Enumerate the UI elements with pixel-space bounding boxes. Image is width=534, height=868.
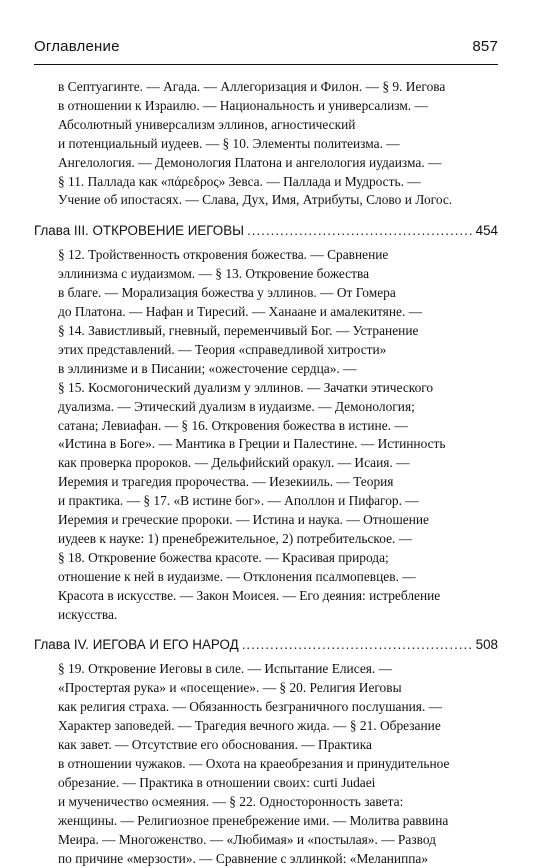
text-line: как проверка пророков. — Дельфийский оракул. — Исаия. — — [58, 455, 410, 471]
text-line: в благе. — Морализация божества у эллинов. — От Гомера — [58, 285, 396, 301]
text-line: Учение об ипостасях. — Слава, Дух, Имя, Атрибуты, Слово и Логос. — [58, 192, 453, 208]
page-number: 857 — [472, 38, 498, 55]
text-line: сатана; Левиафан. — § 16. Откровения божества в истине. — — [58, 417, 408, 433]
text-line: § 11. Паллада как «πάρεδρος» Зевса. — Паллада и Мудрость. — — [58, 173, 421, 189]
text-line: по причине «мерзости». — Сравнение с эллинкой: «Меланиппа» — [58, 850, 429, 866]
text-line: § 18. Откровение божества красоте. — Красивая природа; — [58, 549, 389, 565]
toc-entry-block-3 — [58, 660, 498, 868]
text-line: женщины. — Религиозное пренебрежение ими. — Молитва раввина — [58, 812, 449, 828]
toc-content — [34, 78, 498, 868]
text-line: отношение к ней в иудаизме. — Отклонения псалмопевцев. — — [58, 568, 416, 584]
text-line: как завет. — Отсутствие его обоснования. — Практика — [58, 737, 372, 753]
chapter-3-page: 454 — [475, 223, 498, 239]
header-rule — [34, 64, 498, 65]
text-line: этих представлений. — Теория «справедливой хитрости» — [58, 341, 387, 357]
text-line: в отношении чужаков. — Охота на краеобрезания и принудительное — [58, 756, 450, 771]
text-line: Абсолютный универсализм эллинов, агностический — [58, 116, 356, 132]
text-line: обрезание. — Практика в отношении своих: curti Judaei — [58, 774, 376, 790]
chapter-4-title: Глава IV. ИЕГОВА И ЕГО НАРОД — [34, 637, 239, 653]
text-line: «Истина в Боге». — Мантика в Греции и Палестине. — Истинность — [58, 436, 446, 452]
text-line: Меира. — Многоженство. — «Любимая» и «постылая». — Развод — [58, 831, 436, 847]
header-title: Оглавление — [34, 38, 120, 55]
text-line: Ангелология. — Демонология Платона и ангелология иудаизма. — — [58, 154, 442, 170]
text-line: Иеремия и трагедия пророчества. — Иезекииль. — Теория — [58, 474, 394, 490]
chapter-4-page: 508 — [475, 637, 498, 653]
text-line: и мученичество осмеяния. — § 22. Односторонность завета: — [58, 793, 404, 809]
chapter-3-heading[interactable] — [34, 221, 498, 240]
text-line: эллинизма с иудаизмом. — § 13. Откровение божества — [58, 266, 370, 282]
text-line: § 12. Тройственность откровения божества. — Сравнение — [58, 247, 389, 263]
text-line: в эллинизме и в Писании; «ожесточение сердца». — — [58, 360, 357, 376]
text-line: § 15. Космогонический дуализм у эллинов. — Зачатки этического — [58, 379, 434, 395]
text-line: и потенциальный иудеев. — § 10. Элементы политеизма. — — [58, 135, 400, 151]
text-line: Характер заповедей. — Трагедия вечного жида. — § 21. Обрезание — [58, 718, 441, 734]
toc-entry-block-1 — [58, 78, 498, 210]
running-header — [34, 38, 498, 55]
text-line: до Платона. — Нафан и Тиресий. — Ханаане и амалекитяне. — — [58, 304, 423, 320]
text-line: § 19. Откровение Иеговы в силе. — Испытание Елисея. — — [58, 661, 393, 677]
text-line: в Септуагинте. — Агада. — Аллегоризация и Филон. — § 9. Иегова — [58, 79, 446, 94]
chapter-3-title: Глава III. ОТКРОВЕНИЕ ИЕГОВЫ — [34, 223, 245, 239]
dot-leader — [247, 221, 473, 240]
toc-entry-block-2 — [58, 246, 498, 624]
dot-leader — [242, 635, 473, 654]
text-line: в отношении к Израилю. — Национальность и универсализм. — — [58, 97, 428, 113]
text-line: § 14. Завистливый, гневный, переменчивый Бог. — Устранение — [58, 322, 419, 338]
text-line: и практика. — § 17. «В истине бог». — Аполлон и Пифагор. — — [58, 493, 419, 509]
text-line: Красота в искусстве. — Закон Моисея. — Его деяния: истребление — [58, 587, 441, 603]
text-line: Иеремия и греческие пророки. — Истина и наука. — Отношение — [58, 512, 430, 528]
text-line: «Простертая рука» и «посещение». — § 20. Религия Иеговы — [58, 680, 402, 696]
chapter-4-heading[interactable] — [34, 635, 498, 654]
text-line: дуализма. — Этический дуализм в иудаизме. — Демонология; — [58, 398, 415, 414]
text-line: как религия страха. — Обязанность безграничного послушания. — — [58, 699, 443, 715]
text-line: искусства. — [58, 606, 118, 622]
text-line: иудеев к науке: 1) пренебрежительное, 2) потребительское. — — [58, 530, 413, 546]
